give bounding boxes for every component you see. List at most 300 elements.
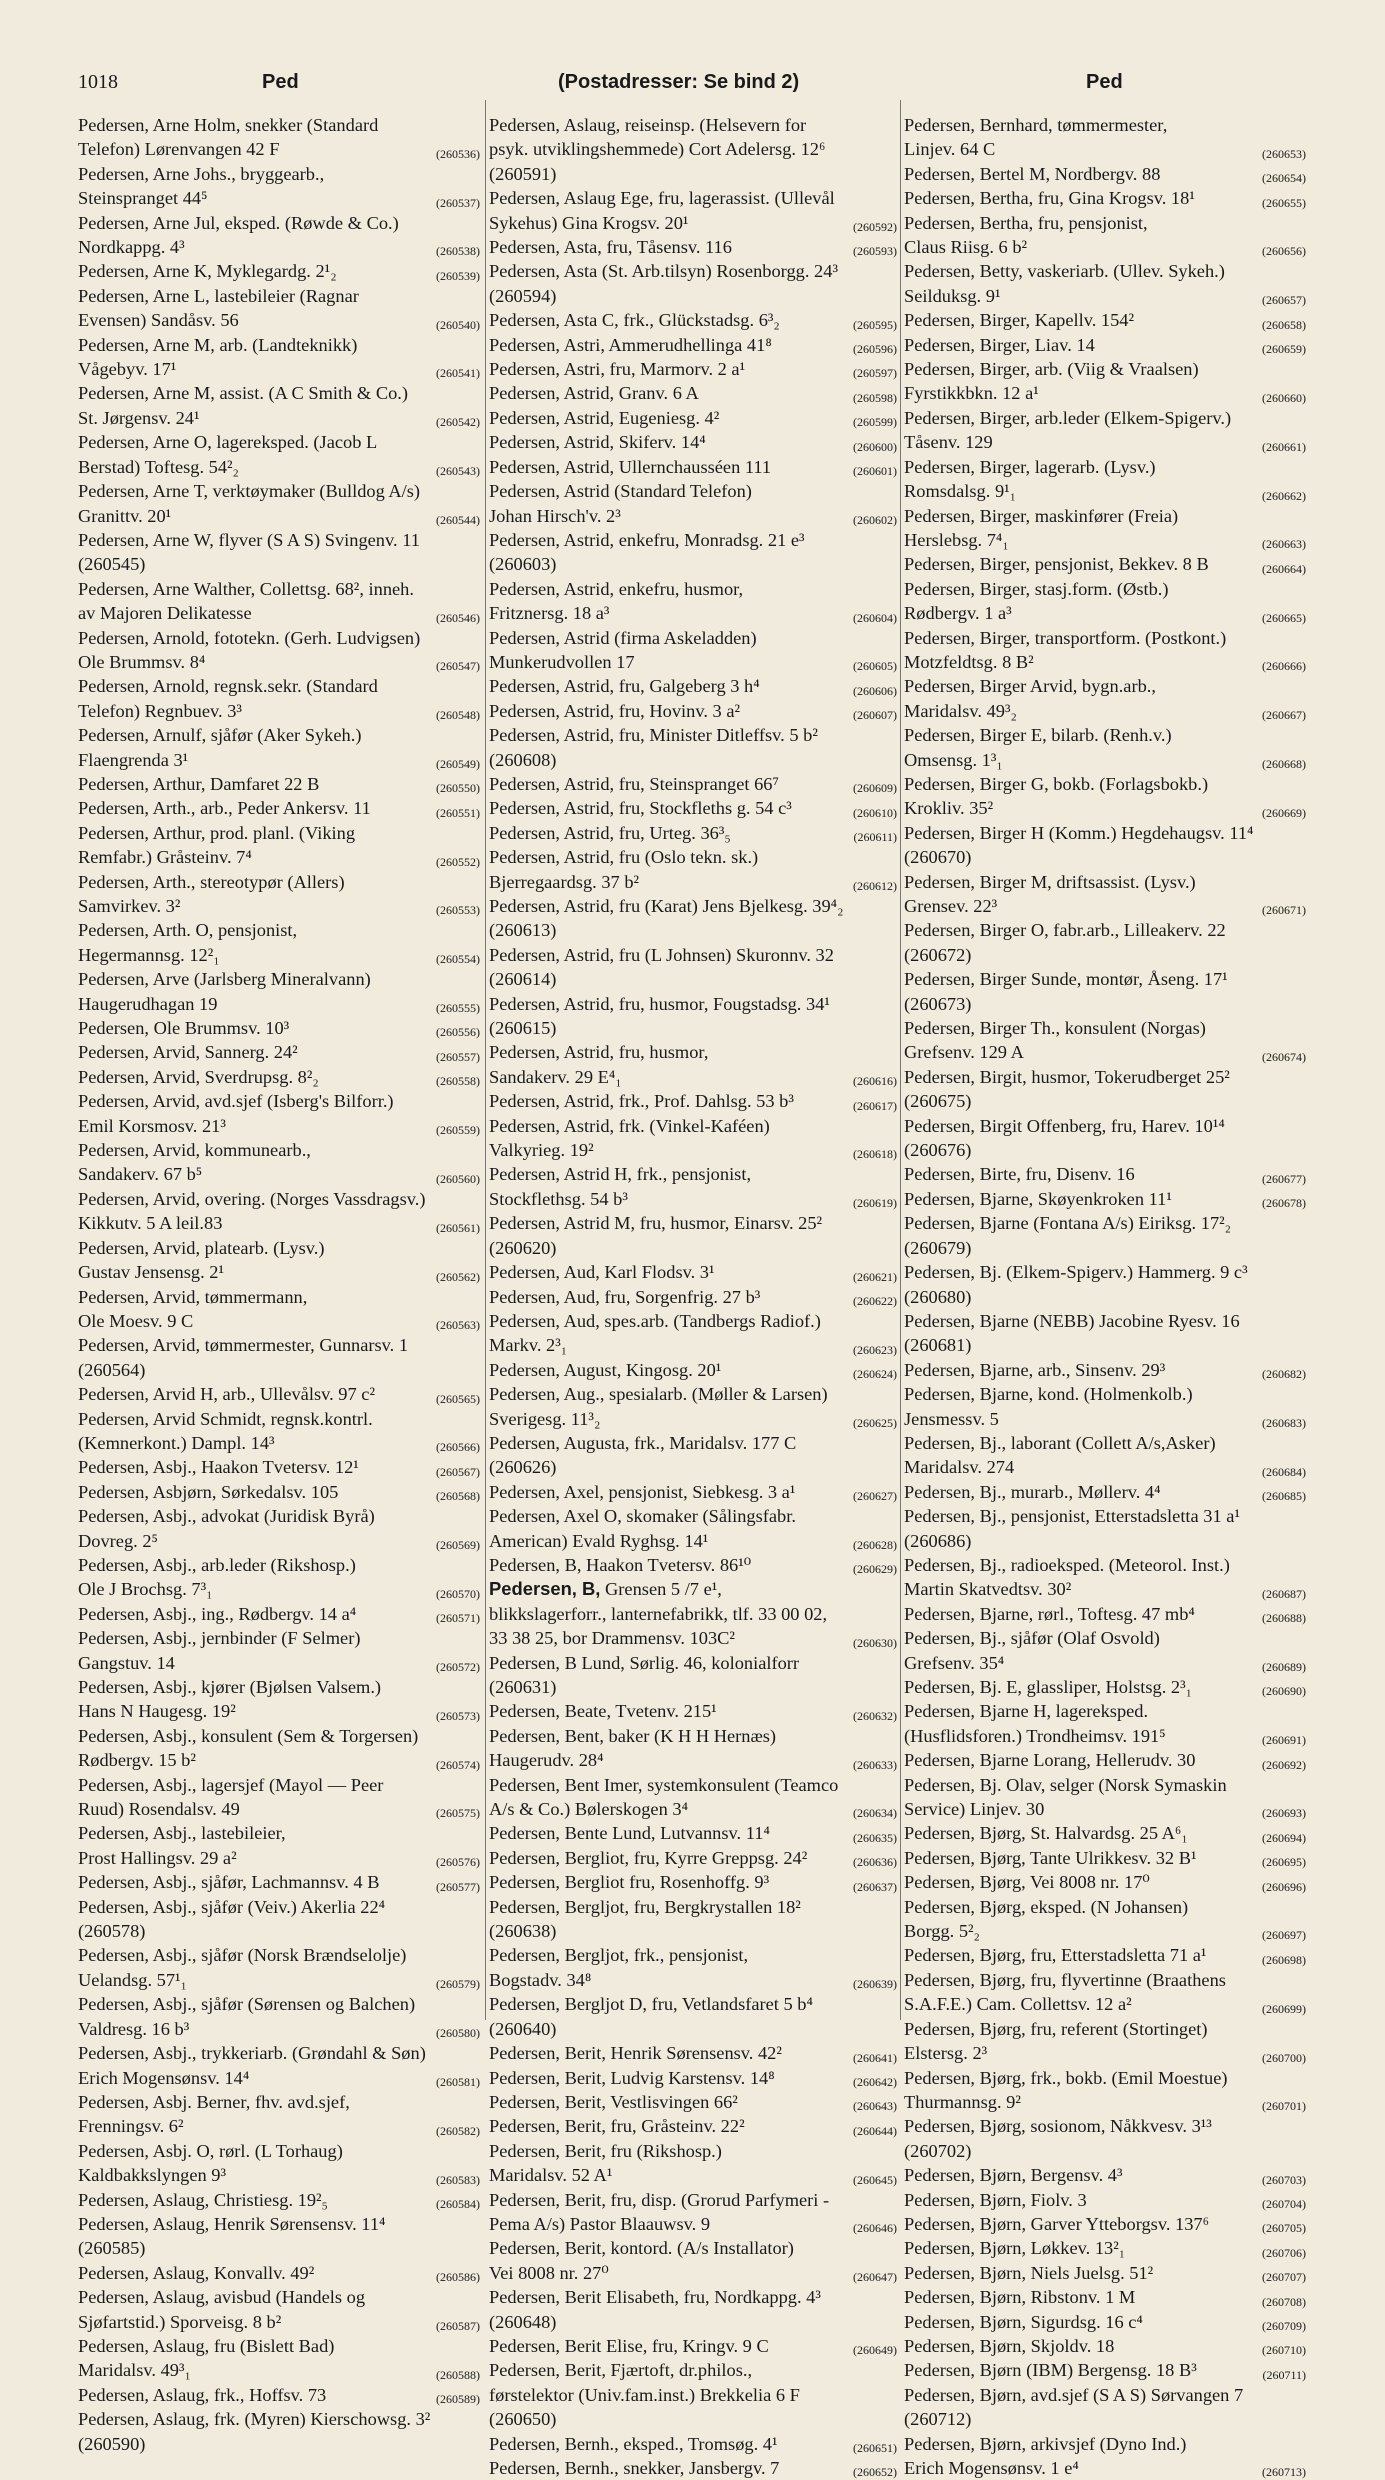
entry-line: (260686) xyxy=(904,1530,972,1551)
entry-code: (260549) xyxy=(436,756,480,771)
directory-entry xyxy=(78,918,480,967)
entry-code: (260643) xyxy=(853,2099,897,2114)
entry-line: Borgg. 5²₂ xyxy=(904,1921,980,1942)
directory-entry xyxy=(489,2236,897,2285)
entry-code: (260582) xyxy=(436,2123,480,2138)
entry-code: (260695) xyxy=(1262,1855,1306,1870)
directory-entry xyxy=(78,967,480,1016)
entry-line: Pedersen, Arne Holm, snekker (Standard xyxy=(78,115,379,135)
directory-entry xyxy=(489,1651,897,1700)
entry-code: (260622) xyxy=(853,1293,897,1308)
entry-line: Haugerudv. 28⁴ xyxy=(489,1750,604,1771)
entry-line: Pedersen, Astri, fru, Marmorv. 2 a¹ xyxy=(489,359,746,380)
directory-entry xyxy=(78,1870,480,1894)
entry-code: (260653) xyxy=(1262,146,1306,161)
entry-line: Pedersen, Astrid, fru, Steinspranget 66⁷ xyxy=(489,773,779,794)
entry-code: (260558) xyxy=(436,1074,480,1089)
directory-entry xyxy=(489,2334,897,2358)
directory-entry xyxy=(78,1138,480,1187)
entry-line: Pedersen, Bjørg, sosionom, Nåkkvesv. 3¹³ xyxy=(904,2116,1212,2137)
entry-code: (260540) xyxy=(436,317,480,332)
directory-entry xyxy=(904,1602,1306,1626)
entry-line: Pedersen, Bjørn, Løkkev. 13²₁ xyxy=(904,2238,1126,2259)
directory-entry xyxy=(904,1016,1306,1065)
entry-code: (260577) xyxy=(436,1879,480,1894)
entry-line: Pedersen, Asbj., sjåfør (Veiv.) Akerlia 22⁴ xyxy=(78,1896,386,1917)
entry-line: Pedersen, Bjørg, eksped. (N Johansen) xyxy=(904,1896,1189,1917)
entry-line: Pedersen, Bernhard, tømmermester, xyxy=(904,115,1168,135)
entry-line: Pedersen, Arvid, kommunearb., xyxy=(78,1140,311,1161)
entry-line: Pedersen, Asbj., advokat (Juridisk Byrå) xyxy=(78,1506,375,1527)
directory-entry xyxy=(489,333,897,357)
directory-entry xyxy=(904,2188,1306,2212)
entry-code: (260593) xyxy=(853,244,897,259)
entry-code: (260633) xyxy=(853,1757,897,1772)
directory-entry xyxy=(489,479,897,528)
entry-line: Pedersen, Arvid, platearb. (Lysv.) xyxy=(78,1237,325,1258)
directory-entry xyxy=(489,2188,897,2237)
entry-line: Pedersen, Asbj., jernbinder (F Selmer) xyxy=(78,1628,361,1649)
entry-line: Pedersen, Bjørn, arkivsjef (Dyno Ind.) xyxy=(904,2433,1187,2454)
entry-line: Pedersen, Bjarne (NEBB) Jacobine Ryesv. 16 xyxy=(904,1310,1240,1331)
directory-entry xyxy=(904,1553,1306,1602)
directory-entry xyxy=(489,1699,897,1723)
directory-entry xyxy=(904,113,1306,162)
entry-line: (260564) xyxy=(78,1359,146,1380)
directory-entry xyxy=(904,1895,1306,1944)
entry-line: Pedersen, Arne M, assist. (A C Smith & Co.) xyxy=(78,383,409,404)
entry-code: (260694) xyxy=(1262,1830,1306,1845)
entry-code: (260651) xyxy=(853,2441,897,2455)
entry-line: (260680) xyxy=(904,1286,972,1307)
entry-line: Pedersen, Birger, lagerarb. (Lysv.) xyxy=(904,456,1156,477)
directory-entry xyxy=(78,1065,480,1089)
entry-line: Pedersen, Aslaug, frk., Hoffsv. 73 xyxy=(78,2384,327,2405)
directory-entry xyxy=(904,186,1306,210)
entry-line: Pedersen, Augusta, frk., Maridalsv. 177 C xyxy=(489,1432,797,1453)
entry-code: (260630) xyxy=(853,1635,897,1650)
entry-line: Rødbergv. 1 a³ xyxy=(904,603,1012,624)
entry-line: Pedersen, Arthur, Damfaret 22 B xyxy=(78,773,320,794)
entry-code: (260662) xyxy=(1262,488,1306,503)
entry-line: Pedersen, Aslaug, fru (Bislett Bad) xyxy=(78,2335,335,2356)
entry-line: Hegermannsg. 12²₁ xyxy=(78,944,220,965)
directory-entry xyxy=(489,1870,897,1894)
entry-line: (260650) xyxy=(489,2409,557,2430)
entry-line: Pedersen, Arne Jul, eksped. (Røwde & Co.) xyxy=(78,212,399,233)
entry-line: Pedersen, Birger E, bilarb. (Renh.v.) xyxy=(904,725,1172,746)
entry-line: (Husflidsforen.) Trondheimsv. 191⁵ xyxy=(904,1725,1166,1746)
entry-code: (260575) xyxy=(436,1806,480,1821)
entry-code: (260566) xyxy=(436,1440,480,1455)
directory-entry xyxy=(78,1187,480,1236)
entry-code: (260607) xyxy=(853,708,897,723)
entry-line: Pedersen, Aud, Karl Flodsv. 3¹ xyxy=(489,1262,715,1283)
entry-line: Pedersen, Bjarne, kond. (Holmenkolb.) xyxy=(904,1384,1193,1405)
directory-entry xyxy=(78,430,480,479)
directory-entry xyxy=(78,577,480,626)
entry-line: (260590) xyxy=(78,2433,146,2454)
entry-code: (260709) xyxy=(1262,2318,1306,2333)
directory-entry xyxy=(78,1504,480,1553)
entry-code: (260597) xyxy=(853,366,897,381)
directory-entry xyxy=(904,1065,1306,1114)
entry-line: Emil Korsmosv. 21³ xyxy=(78,1115,226,1136)
entry-line: Pedersen, Berit, fru (Rikshosp.) xyxy=(489,2140,722,2161)
entry-line: (260681) xyxy=(904,1335,972,1356)
entry-line: Pedersen, Asbj., arb.leder (Rikshosp.) xyxy=(78,1554,356,1575)
entry-line: Pedersen, Bjørn, Ribstonv. 1 M xyxy=(904,2287,1136,2308)
entry-line: Pedersen, Arnold, regnsk.sekr. (Standard xyxy=(78,676,378,697)
entry-line: Pedersen, Berit, Henrik Sørensensv. 42² xyxy=(489,2043,782,2064)
entry-line: Claus Riisg. 6 b² xyxy=(904,237,1028,258)
directory-entry xyxy=(489,1285,897,1309)
entry-code: (260699) xyxy=(1262,2001,1306,2016)
entry-line: Pedersen, Bjarne, arb., Sinsenv. 29³ xyxy=(904,1359,1166,1380)
directory-entry xyxy=(904,821,1306,870)
directory-entry xyxy=(489,113,897,186)
entry-code: (260587) xyxy=(436,2318,480,2333)
entry-line: (260673) xyxy=(904,993,972,1014)
entry-line: Pedersen, Arne W, flyver (S A S) Svingenv. 11 xyxy=(78,529,420,550)
entry-line: Sandakerv. 29 E⁴₁ xyxy=(489,1066,622,1087)
entry-code: (260609) xyxy=(853,781,897,796)
entry-line: Pedersen, Ole Brummsv. 10³ xyxy=(78,1018,290,1039)
entry-line: Fritznersg. 18 a³ xyxy=(489,603,610,624)
directory-entry xyxy=(78,1016,480,1040)
entry-line: (260670) xyxy=(904,847,972,868)
directory-entry xyxy=(78,2383,480,2407)
entry-code: (260646) xyxy=(853,2221,897,2236)
entry-code: (260605) xyxy=(853,659,897,674)
entry-line: Pedersen, Birger H (Komm.) Hegdehaugsv. 11⁴ xyxy=(904,822,1254,843)
entry-code: (260551) xyxy=(436,805,480,820)
entry-line: Pedersen, Bj., murarb., Møllerv. 4⁴ xyxy=(904,1481,1161,1502)
directory-entry xyxy=(904,918,1306,967)
entry-code: (260618) xyxy=(853,1147,897,1162)
directory-entry xyxy=(489,2456,897,2480)
directory-entry xyxy=(78,870,480,919)
entry-line: Pedersen, Berit Elise, fru, Kringv. 9 C xyxy=(489,2335,769,2356)
entry-code: (260584) xyxy=(436,2196,480,2211)
directory-entry xyxy=(78,1675,480,1724)
directory-entry xyxy=(489,1114,897,1163)
directory-entry xyxy=(78,723,480,772)
entry-line: Pedersen, Birger, pensjonist, Bekkev. 8 B xyxy=(904,554,1209,575)
entry-line: S.A.F.E.) Cam. Collettsv. 12 a² xyxy=(904,1994,1132,2015)
directory-entry xyxy=(78,1089,480,1138)
entry-line: Pedersen, Bent Imer, systemkonsulent (Teamco xyxy=(489,1774,839,1795)
entry-line: (260626) xyxy=(489,1457,557,1478)
entry-line: Maridalsv. 49³₂ xyxy=(904,700,1017,721)
directory-entry xyxy=(78,2407,480,2456)
entry-code: (260710) xyxy=(1262,2343,1306,2358)
entry-line: Krokliv. 35² xyxy=(904,798,994,819)
entry-line: Pedersen, Astrid, fru, Galgeberg 3 h⁴ xyxy=(489,676,760,697)
entry-line: Pedersen, Asbj. O, rørl. (L Torhaug) xyxy=(78,2140,343,2161)
entry-line: Pedersen, Betty, vaskeriarb. (Ullev. Sykeh.) xyxy=(904,261,1225,282)
entry-line: Steinspranget 44⁵ xyxy=(78,188,208,209)
directory-entry xyxy=(78,1382,480,1406)
entry-line: Pedersen, Bernh., eksped., Tromsøg. 4¹ xyxy=(489,2433,778,2454)
entry-code: (260667) xyxy=(1262,708,1306,723)
entry-code: (260547) xyxy=(436,659,480,674)
entry-line: psyk. utviklingshemmede) Cort Adelersg. 12⁶ xyxy=(489,139,826,160)
entry-line: Erich Mogensønsv. 1 e⁴ xyxy=(904,2458,1079,2478)
entry-line: (260545) xyxy=(78,554,146,575)
entry-line: Fyrstikkbkn. 12 a¹ xyxy=(904,383,1039,404)
entry-code: (260541) xyxy=(436,366,480,381)
entry-line: Omsensg. 1³₁ xyxy=(904,749,1003,770)
entry-code: (260659) xyxy=(1262,342,1306,357)
directory-entry xyxy=(489,1992,897,2041)
entry-code: (260601) xyxy=(853,464,897,479)
entry-line: Johan Hirsch'v. 2³ xyxy=(489,505,621,526)
entry-code: (260555) xyxy=(436,1001,480,1016)
directory-entry xyxy=(904,2310,1306,2334)
entry-code: (260617) xyxy=(853,1098,897,1113)
entry-line: (260712) xyxy=(904,2409,972,2430)
directory-entry xyxy=(78,1895,480,1944)
directory-entry xyxy=(489,1431,897,1480)
entry-line: Pedersen, Astrid, fru, Minister Ditleffsv. 5 b² xyxy=(489,725,818,746)
directory-entry xyxy=(78,381,480,430)
entry-code: (260559) xyxy=(436,1123,480,1138)
entry-code: (260574) xyxy=(436,1757,480,1772)
entry-line: Nordkappg. 4³ xyxy=(78,237,185,258)
entry-line: Pedersen, Astrid H, frk., pensjonist, xyxy=(489,1164,752,1185)
entry-code: (260685) xyxy=(1262,1489,1306,1504)
entry-code: (260552) xyxy=(436,854,480,869)
entry-line: (260585) xyxy=(78,2238,146,2259)
directory-entry xyxy=(904,211,1306,260)
directory-entry xyxy=(904,1870,1306,1894)
directory-entry xyxy=(78,1773,480,1822)
entry-code: (260539) xyxy=(436,268,480,283)
entry-line: Remfabr.) Gråsteinv. 7⁴ xyxy=(78,847,252,868)
entry-line: Pedersen, B, Grensen 5 /7 e¹, xyxy=(489,1578,722,1600)
entry-line: Pedersen, Bjarne Lorang, Hellerudv. 30 xyxy=(904,1750,1196,1771)
entry-line: Pedersen, Asbj., sjåfør, Lachmannsv. 4 B xyxy=(78,1872,380,1893)
entry-line: Pedersen, Arne O, lagereksped. (Jacob L xyxy=(78,432,378,453)
entry-line: American) Evald Ryghsg. 14¹ xyxy=(489,1530,709,1551)
directory-entry xyxy=(489,357,897,381)
directory-entry xyxy=(904,308,1306,332)
entry-line: Pedersen, Bj., laborant (Collett A/s,Asker) xyxy=(904,1432,1216,1453)
directory-entry xyxy=(489,1846,897,1870)
entry-line: Pedersen, Bertel M, Nordbergv. 88 xyxy=(904,163,1161,184)
entry-line: Pedersen, Arne T, verktøymaker (Bulldog A/s) xyxy=(78,481,421,502)
entry-code: (260579) xyxy=(436,1977,480,1992)
entry-line: (260648) xyxy=(489,2311,557,2332)
entry-code: (260684) xyxy=(1262,1464,1306,1479)
directory-entry xyxy=(78,162,480,211)
entry-line: Pedersen, Bjørn (IBM) Bergensg. 18 B³ xyxy=(904,2360,1197,2381)
directory-entry xyxy=(904,2358,1306,2382)
entry-code: (260588) xyxy=(436,2367,480,2382)
entry-code: (260645) xyxy=(853,2172,897,2187)
entry-line: Grensev. 22³ xyxy=(904,896,998,916)
entry-line: Pedersen, Asbj., kjører (Bjølsen Valsem.) xyxy=(78,1677,382,1697)
entry-line: Herslebsg. 7⁴₁ xyxy=(904,529,1009,550)
directory-entry xyxy=(78,1333,480,1382)
directory-entry xyxy=(78,1724,480,1773)
directory-entry xyxy=(489,1943,897,1992)
entry-line: Pedersen, Astrid, enkefru, husmor, xyxy=(489,578,744,599)
directory-entry xyxy=(904,2017,1306,2066)
directory-entry xyxy=(489,2041,897,2065)
entry-line: Pedersen, Bjørn, Garver Ytteborgsv. 137⁶ xyxy=(904,2213,1210,2234)
directory-entry xyxy=(904,1260,1306,1309)
entry-code: (260561) xyxy=(436,1220,480,1235)
entry-code: (260567) xyxy=(436,1464,480,1479)
entry-code: (260546) xyxy=(436,610,480,625)
entry-code: (260683) xyxy=(1262,1415,1306,1430)
entry-line: Pema A/s) Pastor Blaauwsv. 9 xyxy=(489,2213,711,2234)
entry-code: (260543) xyxy=(436,464,480,479)
directory-entry xyxy=(904,2236,1306,2260)
directory-entry xyxy=(78,2261,480,2285)
directory-entry xyxy=(78,2188,480,2212)
directory-entry xyxy=(904,1114,1306,1163)
entry-line: Pedersen, Astrid, Ullernchausséen 111 xyxy=(489,456,772,477)
entry-line: Kikkutv. 5 A leil.83 xyxy=(78,1213,223,1234)
directory-entry xyxy=(489,1382,897,1431)
directory-entry xyxy=(489,796,897,820)
directory-entry xyxy=(904,2261,1306,2285)
directory-entry xyxy=(78,1455,480,1479)
directory-entry xyxy=(78,626,480,675)
entry-line: Pedersen, Aslaug, Konvallv. 49² xyxy=(78,2262,315,2283)
entry-code: (260711) xyxy=(1262,2367,1306,2382)
entry-line: Pedersen, Astrid, fru, Stockfleths g. 54 c³ xyxy=(489,798,792,819)
entry-code: (260592) xyxy=(853,220,897,235)
entry-line: Pedersen, Asta (St. Arb.tilsyn) Rosenborgg. 24³ xyxy=(489,261,838,282)
directory-entry xyxy=(904,2163,1306,2187)
directory-entry xyxy=(489,1211,897,1260)
entry-line: Pedersen, Birgit, husmor, Tokerudberget 25² xyxy=(904,1066,1230,1087)
entry-line: Pedersen, Bjørn, avd.sjef (S A S) Sørvangen 7 xyxy=(904,2384,1244,2405)
entry-line: (260672) xyxy=(904,944,972,965)
entry-line: Pedersen, Arne K, Myklegardg. 2¹₂ xyxy=(78,261,337,282)
entry-code: (260663) xyxy=(1262,537,1306,552)
entry-line: Pedersen, Bergljot, frk., pensjonist, xyxy=(489,1945,749,1966)
entry-line: Pedersen, Birte, fru, Disenv. 16 xyxy=(904,1164,1135,1185)
directory-entry xyxy=(78,796,480,820)
directory-entry xyxy=(78,1992,480,2041)
entry-line: Pedersen, Asbj., konsulent (Sem & Torgersen) xyxy=(78,1725,419,1746)
entry-code: (260612) xyxy=(853,879,897,893)
entry-line: Pedersen, Aug., spesialarb. (Møller & Larsen) xyxy=(489,1384,828,1405)
entry-code: (260571) xyxy=(436,1611,480,1626)
entry-code: (260644) xyxy=(853,2123,897,2138)
directory-entry xyxy=(904,1211,1306,1260)
entry-line: Pedersen, Berit Elisabeth, fru, Nordkappg. 4³ xyxy=(489,2287,821,2308)
entry-line: Bjerregaardsg. 37 b² xyxy=(489,871,640,892)
entry-line: Samvirkev. 3² xyxy=(78,896,181,916)
entry-line: Pedersen, Aud, fru, Sorgenfrig. 27 b³ xyxy=(489,1286,761,1307)
entry-code: (260660) xyxy=(1262,390,1306,405)
entry-line: Pedersen, Arth. O, pensjonist, xyxy=(78,920,298,941)
entry-line: Sjøfartstid.) Sporveisg. 8 b² xyxy=(78,2311,282,2332)
entry-line: Pedersen, Bertha, fru, pensjonist, xyxy=(904,212,1148,233)
entry-line: Maridalsv. 49³₁ xyxy=(78,2360,191,2381)
entry-line: Pedersen, Bj. E, glassliper, Holstsg. 2³₁ xyxy=(904,1677,1193,1697)
entry-line: Pedersen, August, Kingosg. 20¹ xyxy=(489,1359,722,1380)
entry-line: Pedersen, Beate, Tvetenv. 215¹ xyxy=(489,1701,717,1722)
entry-line: Pedersen, Bergliot fru, Rosenhoffg. 9³ xyxy=(489,1872,770,1893)
entry-line: Pedersen, Arnold, fototekn. (Gerh. Ludvigsen) xyxy=(78,627,421,648)
entry-code: (260637) xyxy=(853,1879,897,1894)
entry-code: (260616) xyxy=(853,1074,897,1089)
directory-entry xyxy=(78,1236,480,1285)
directory-entry xyxy=(489,723,897,772)
entry-line: Pedersen, Bent, baker (K H H Hernæs) xyxy=(489,1725,777,1746)
entry-line: Pedersen, Asbj., lagersjef (Mayol — Peer xyxy=(78,1774,384,1795)
entry-line: (260614) xyxy=(489,969,557,990)
directory-entry xyxy=(489,894,897,943)
entry-line: Pedersen, Arvid, avd.sjef (Isberg's Bilforr.) xyxy=(78,1091,394,1112)
entry-code: (260569) xyxy=(436,1537,480,1552)
entry-code: (260624) xyxy=(853,1367,897,1382)
entry-line: Romsdalsg. 9¹₁ xyxy=(904,481,1017,502)
entry-code: (260658) xyxy=(1262,317,1306,332)
entry-code: (260691) xyxy=(1262,1733,1306,1748)
entry-line: Pedersen, Asbj., sjåfør (Norsk Brændselolje) xyxy=(78,1945,407,1966)
entry-line: Pedersen, Bjørg, St. Halvardsg. 25 A⁶₁ xyxy=(904,1823,1188,1844)
entry-line: 33 38 25, bor Drammensv. 103C² xyxy=(489,1628,735,1649)
entry-line: Pedersen, Asbj., trykkeriarb. (Grøndahl & Søn) xyxy=(78,2043,426,2064)
entry-code: (260586) xyxy=(436,2270,480,2285)
directory-entry xyxy=(78,821,480,870)
entry-line: Berstad) Toftesg. 54²₂ xyxy=(78,456,239,477)
entry-code: (260649) xyxy=(853,2343,897,2358)
directory-entry xyxy=(78,284,480,333)
entry-line: Pedersen, Bergliot, fru, Kyrre Greppsg. 24² xyxy=(489,1847,808,1868)
entry-line: Pedersen, Arvid, overing. (Norges Vassdragsv.) xyxy=(78,1188,426,1209)
entry-line: Pedersen, Birger Sunde, montør, Åseng. 17¹ xyxy=(904,969,1228,990)
entry-line: Pedersen, Astrid, frk. (Vinkel-Kaféen) xyxy=(489,1115,770,1136)
entry-line: Pedersen, Birger, arb.leder (Elkem-Spigerv.) xyxy=(904,407,1232,428)
entry-line: Pedersen, Birger G, bokb. (Forlagsbokb.) xyxy=(904,773,1209,794)
entry-line: St. Jørgensv. 24¹ xyxy=(78,407,200,428)
entry-code: (260611) xyxy=(853,830,897,845)
entry-code: (260619) xyxy=(853,1196,897,1211)
entry-code: (260669) xyxy=(1262,805,1306,820)
directory-entry xyxy=(904,333,1306,357)
entry-line: Pedersen, Arthur, prod. planl. (Viking xyxy=(78,822,356,843)
entry-line: Grefsenv. 129 A xyxy=(904,1042,1024,1063)
header-center-note: (Postadresser: Se bind 2) xyxy=(558,71,800,93)
entry-code: (260674) xyxy=(1262,1049,1306,1064)
directory-entry xyxy=(489,235,897,259)
entry-line: Vågebyv. 17¹ xyxy=(78,359,177,380)
directory-entry xyxy=(489,1040,897,1089)
entry-code: (260544) xyxy=(436,512,480,527)
entry-code: (260705) xyxy=(1262,2221,1306,2236)
entry-code: (260693) xyxy=(1262,1806,1306,1821)
directory-entry xyxy=(904,259,1306,308)
entry-line: Pedersen, Astrid, frk., Prof. Dahlsg. 53 b³ xyxy=(489,1091,794,1112)
entry-line: Service) Linjev. 30 xyxy=(904,1799,1045,1820)
directory-entry xyxy=(489,699,897,723)
directory-entry xyxy=(489,845,897,894)
entry-line: Pedersen, Bj. (Elkem-Spigerv.) Hammerg. 9 c³ xyxy=(904,1262,1248,1283)
entry-line: Pedersen, Bergljot, fru, Bergkrystallen 18² xyxy=(489,1896,801,1917)
entry-line: Pedersen, Bjørg, fru, flyvertinne (Braathens xyxy=(904,1969,1226,1990)
entry-line: Pedersen, Aud, spes.arb. (Tandbergs Radiof.) xyxy=(489,1310,821,1331)
directory-entry xyxy=(489,430,897,454)
